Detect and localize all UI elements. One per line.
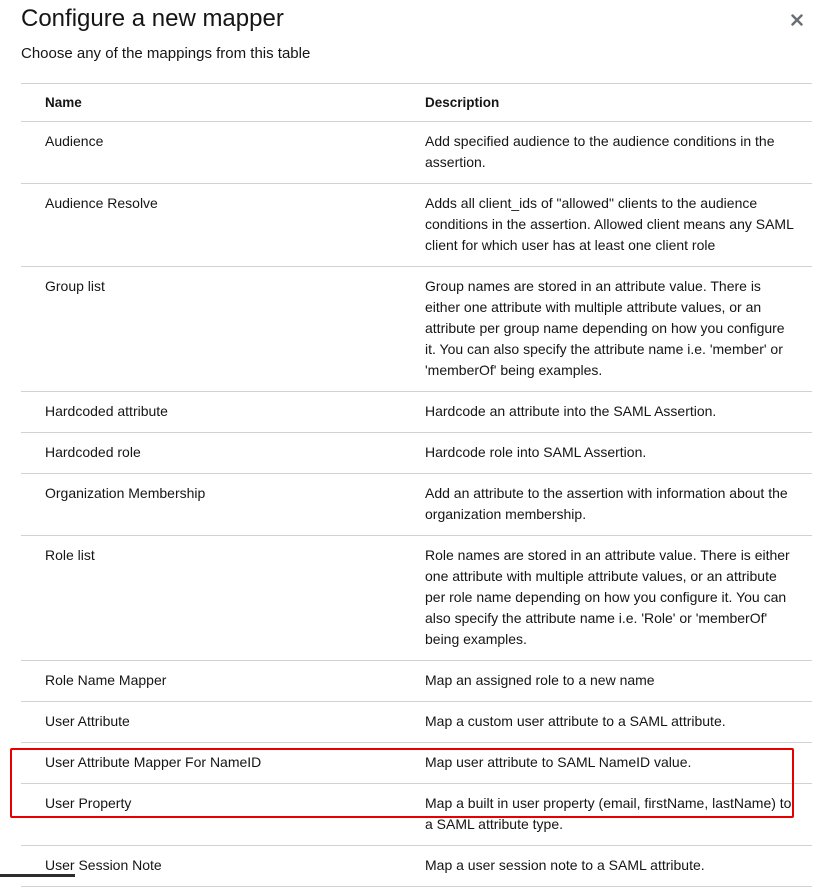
mapper-row-hardcoded-role[interactable] bbox=[21, 433, 812, 474]
mapper-name[interactable]: Role Name Mapper bbox=[45, 672, 167, 688]
mapper-name[interactable]: Hardcoded attribute bbox=[45, 403, 168, 419]
mapper-description: Hardcode role into SAML Assertion. bbox=[425, 444, 647, 460]
mapper-description: Group names are stored in an attribute value. There is either one attribute with multiple attribute values, or an attribute per group name depending on how you configure it. You can also specify the attribute name i.e. 'member' or 'memberOf' being examples. bbox=[425, 278, 785, 378]
mapper-name[interactable]: Group list bbox=[45, 278, 105, 294]
mapper-description: Map a custom user attribute to a SAML attribute. bbox=[425, 713, 726, 729]
mapper-row-user-attribute-mapper-for-nameid[interactable] bbox=[21, 743, 812, 784]
mapper-name[interactable]: User Attribute Mapper For NameID bbox=[45, 754, 262, 770]
table-header bbox=[21, 84, 812, 122]
mapper-name[interactable]: Organization Membership bbox=[45, 485, 206, 501]
mapper-row-group-list[interactable] bbox=[21, 267, 812, 392]
mapper-description: Role names are stored in an attribute value. There is either one attribute with multiple attribute values, or an attribute per role name depending on how you configure it. You can also specify the attribute name i.e. 'Role' or 'memberOf' being examples. bbox=[425, 547, 790, 647]
mapper-row-role-name-mapper[interactable] bbox=[21, 661, 812, 702]
mapper-name[interactable]: Audience bbox=[45, 133, 104, 149]
close-icon bbox=[791, 14, 803, 26]
modal-title: Configure a new mapper bbox=[21, 5, 284, 32]
table-header-row bbox=[21, 84, 812, 122]
mapper-row-audience-resolve[interactable] bbox=[21, 184, 812, 267]
table-body bbox=[21, 122, 812, 887]
mapper-name[interactable]: User Session Note bbox=[45, 857, 162, 873]
mapper-description: Adds all client_ids of "allowed" clients to the audience conditions in the assertion. Allowed client means any SAML client for which user has at least one client role bbox=[425, 195, 794, 253]
mapper-name[interactable]: Role list bbox=[45, 547, 95, 563]
mapper-description: Add specified audience to the audience conditions in the assertion. bbox=[425, 133, 775, 170]
mapper-description: Add an attribute to the assertion with information about the organization membership. bbox=[425, 485, 788, 522]
mapper-description: Hardcode an attribute into the SAML Assertion. bbox=[425, 403, 717, 419]
mapper-description: Map user attribute to SAML NameID value. bbox=[425, 754, 692, 770]
mapper-row-role-list[interactable] bbox=[21, 536, 812, 661]
mappings-table-container bbox=[21, 83, 812, 887]
mapper-name[interactable]: Audience Resolve bbox=[45, 195, 158, 211]
mappings-table bbox=[21, 83, 812, 887]
close-button[interactable] bbox=[786, 9, 808, 31]
mapper-row-audience[interactable] bbox=[21, 122, 812, 184]
mapper-description: Map a built in user property (email, firstName, lastName) to a SAML attribute type. bbox=[425, 795, 792, 832]
mapper-description: Map a user session note to a SAML attribute. bbox=[425, 857, 705, 873]
column-header-name: Name bbox=[45, 95, 82, 110]
mapper-name[interactable]: User Property bbox=[45, 795, 132, 811]
mapper-row-organization-membership[interactable] bbox=[21, 474, 812, 536]
mapper-row-user-session-note[interactable] bbox=[21, 846, 812, 887]
mapper-row-user-attribute[interactable] bbox=[21, 702, 812, 743]
mapper-row-user-property[interactable] bbox=[21, 784, 812, 846]
mapper-row-hardcoded-attribute[interactable] bbox=[21, 392, 812, 433]
column-header-description: Description bbox=[425, 95, 500, 110]
mapper-name[interactable]: Hardcoded role bbox=[45, 444, 141, 460]
mapper-name[interactable]: User Attribute bbox=[45, 713, 130, 729]
mapper-description: Map an assigned role to a new name bbox=[425, 672, 655, 688]
modal-description: Choose any of the mappings from this table bbox=[21, 45, 311, 62]
